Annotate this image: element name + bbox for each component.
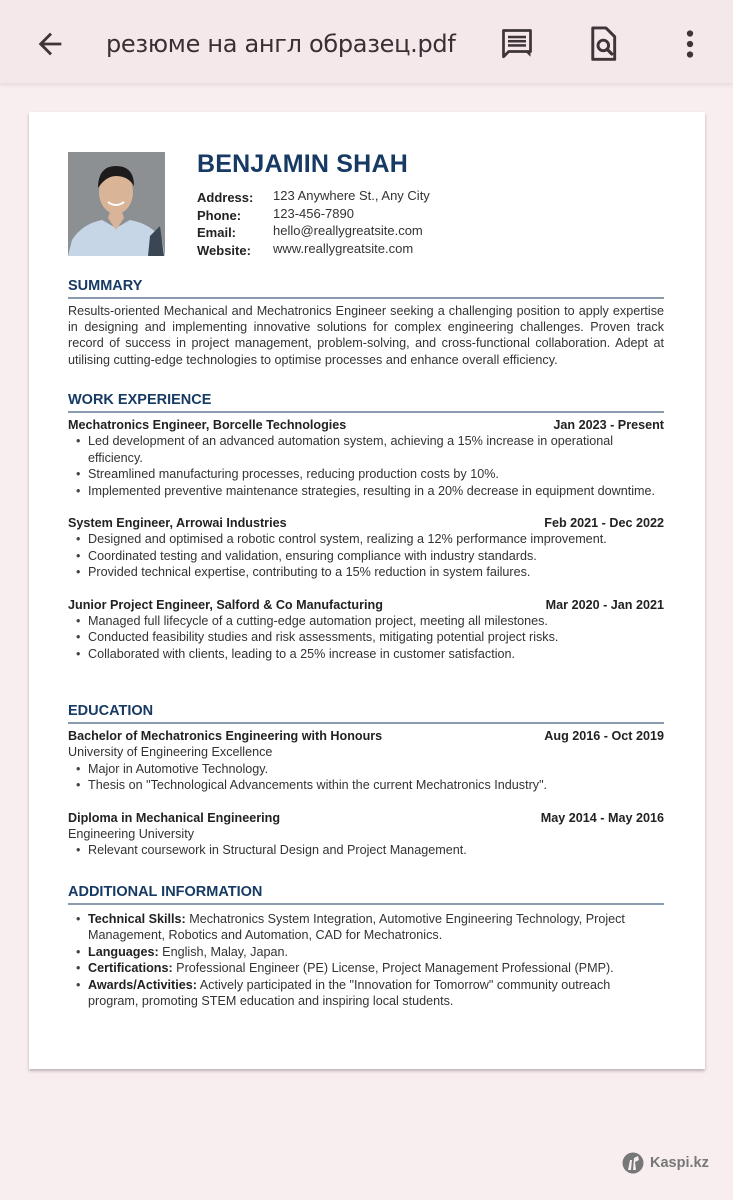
profile-photo [68, 152, 165, 256]
job-role: Junior Project Engineer, Salford & Co Manufacturing [68, 597, 383, 612]
contact-address [197, 188, 430, 206]
education-section [68, 703, 664, 875]
job-entry [68, 515, 664, 581]
job-dates: Jan 2023 - Present [553, 418, 664, 432]
contact-website [197, 241, 430, 259]
education-entry [68, 728, 664, 794]
education-entry [68, 810, 664, 859]
education-bullet: • Thesis on "Technological Advancements within the current Mechatronics Industry". [76, 777, 664, 793]
education-bullet: • Major in Automotive Technology. [76, 761, 664, 777]
app-bar [0, 0, 733, 84]
section-title: WORK EXPERIENCE [68, 392, 664, 413]
contact-label: Email: [197, 225, 237, 240]
find-in-document-button[interactable] [581, 22, 625, 66]
additional-item [76, 911, 664, 944]
comment-icon [499, 26, 535, 62]
search-document-icon [585, 25, 621, 63]
job-dates: Mar 2020 - Jan 2021 [545, 597, 664, 612]
job-bullet: • Implemented preventive maintenance strategies, resulting in a 20% decrease in equipment downtime. [76, 483, 664, 499]
summary-section [68, 278, 664, 368]
contact-value: 123-456-7890 [273, 205, 354, 221]
additional-item [76, 944, 664, 960]
additional-label: Languages: [88, 944, 159, 959]
job-bullet: • Coordinated testing and validation, ensuring compliance with industry standards. [76, 548, 664, 564]
contact-email [197, 223, 430, 241]
contact-label: Website: [197, 242, 251, 258]
education-dates: Aug 2016 - Oct 2019 [544, 729, 664, 743]
back-button[interactable] [30, 24, 70, 64]
pdf-page [29, 112, 705, 1069]
job-bullet: • Streamlined manufacturing processes, reducing production costs by 10%. [76, 466, 664, 482]
more-options-button[interactable] [668, 22, 712, 66]
section-title: EDUCATION [68, 703, 664, 724]
document-title: резюме на англ образец.pdf [106, 30, 456, 58]
additional-item [76, 960, 664, 976]
comment-button[interactable] [495, 22, 539, 66]
work-experience-section [68, 392, 664, 678]
additional-text: Professional Engineer (PE) License, Project Management Professional (PMP). [172, 961, 614, 976]
candidate-name: BENJAMIN SHAH [197, 150, 408, 178]
education-dates: May 2014 - May 2016 [540, 810, 664, 825]
kaspi-watermark [622, 1152, 709, 1174]
additional-label: Certifications: [88, 961, 173, 976]
section-title: SUMMARY [68, 278, 664, 299]
additional-label: Technical Skills: [88, 912, 186, 926]
watermark-text: Kaspi.kz [650, 1155, 709, 1171]
job-bullet: • Provided technical expertise, contributing to a 15% reduction in system failures. [76, 564, 664, 580]
additional-text: Actively participated in the "Innovation for Tomorrow" community outreach program, promoting STEM education and inspiring local students. [88, 977, 611, 1009]
school-name: University of Engineering Excellence [68, 745, 273, 760]
job-role: System Engineer, Arrowai Industries [68, 516, 287, 531]
school-name: Engineering University [68, 827, 194, 842]
kaspi-logo-icon [622, 1152, 644, 1174]
contact-label: Phone: [197, 207, 242, 223]
contact-label: Address: [197, 190, 254, 205]
job-role: Mechatronics Engineer, Borcelle Technologies [68, 418, 347, 432]
contact-value: www.reallygreatsite.com [273, 240, 414, 256]
section-title: ADDITIONAL INFORMATION [68, 884, 664, 905]
additional-label: Awards/Activities: [88, 977, 197, 992]
job-entry [68, 417, 664, 499]
education-bullet: • Relevant coursework in Structural Design and Project Management. [76, 842, 664, 858]
summary-text: Results-oriented Mechanical and Mechatronics Engineer seeking a challenging position to apply expertise in designing and implementing innovative solutions for complex engineering challenges. Proven track record of success in project management, problem-solving, and cross-functional collaboration. Adept at utilising cutting-edge technologies to optimise processes and enhance overall efficiency. [68, 304, 664, 367]
more-vert-icon [672, 26, 708, 62]
additional-item [76, 977, 664, 1010]
additional-text: English, Malay, Japan. [158, 944, 288, 959]
job-bullet: • Designed and optimised a robotic control system, realizing a 12% performance improvement. [76, 531, 664, 547]
back-arrow-icon [33, 27, 67, 61]
job-bullet: • Managed full lifecycle of a cutting-edge automation project, meeting all milestones. [76, 613, 664, 629]
job-entry [68, 597, 664, 663]
job-bullet: • Conducted feasibility studies and risk assessments, mitigating potential project risks. [76, 629, 664, 645]
additional-info-section [68, 884, 664, 1009]
contact-value: 123 Anywhere St., Any City [273, 188, 430, 203]
job-bullet: • Collaborated with clients, leading to a 25% increase in customer satisfaction. [76, 646, 664, 662]
contact-value: hello@reallygreatsite.com [273, 223, 423, 238]
job-bullet: • Led development of an advanced automation system, achieving a 15% increase in operational efficiency. [76, 433, 664, 466]
degree-name: Bachelor of Mechatronics Engineering with Honours [68, 729, 383, 743]
additional-text: Mechatronics System Integration, Automotive Engineering Technology, Project Management, Robotics and Automation, CAD for Mechatronics. [88, 912, 625, 943]
degree-name: Diploma in Mechanical Engineering [68, 810, 281, 825]
contact-phone [197, 206, 430, 224]
job-dates: Feb 2021 - Dec 2022 [544, 516, 664, 531]
contact-info [197, 188, 430, 258]
